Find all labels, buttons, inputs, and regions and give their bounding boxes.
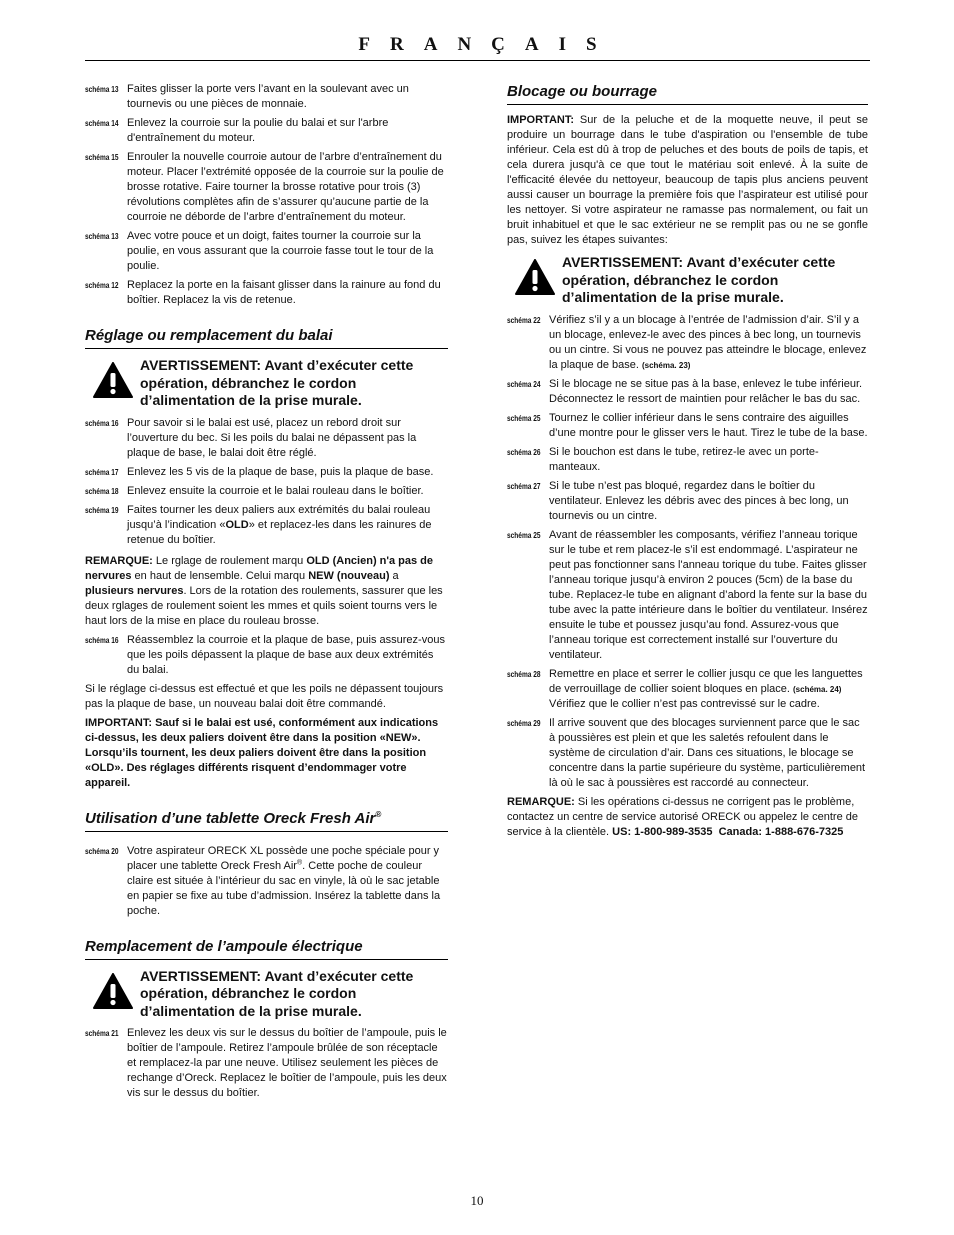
page-title: FRANÇAIS xyxy=(358,34,617,55)
step-text: Faites glisser la porte vers l’avant en la soulevant avec un tournevis ou une pièces de monnaie. xyxy=(127,83,409,110)
step-text: Faites tourner les deux paliers aux extrémités du balai rouleau jusqu’à l’indication «OLD» et replacez-les dans les rainures de retenue du boîtier. xyxy=(127,503,432,546)
warning-box xyxy=(85,357,448,410)
section-title-tablette: Utilisation d’une tablette Oreck Fresh Air® xyxy=(85,809,448,832)
page-header xyxy=(85,34,870,61)
warning-icon xyxy=(93,973,133,1009)
step-ref: schéma 24 xyxy=(507,379,541,389)
phone-us: US: 1-800-989-3535 xyxy=(612,825,713,838)
step-item xyxy=(85,844,448,919)
step-ref: schéma 25 xyxy=(507,530,541,540)
step-ref: schéma 26 xyxy=(507,447,541,457)
step-item xyxy=(85,465,448,480)
step-item xyxy=(85,116,448,146)
warning-text: AVERTISSEMENT: Avant d’exécuter cette opération, débranchez le cordon d’alimentation de la prise murale. xyxy=(140,967,414,1019)
step-ref: schéma 28 xyxy=(507,669,541,679)
warning-icon xyxy=(93,362,133,398)
step-text: Si le blocage ne se situe pas à la base, enlevez le tube inférieur. Déconnectez le ressort de maintien pour relâcher le bas du sac. xyxy=(549,377,863,405)
step-item xyxy=(507,667,868,712)
step-item xyxy=(507,411,868,441)
step-text: Si le tube n’est pas bloqué, regardez dans le boîtier du ventilateur. Enlevez les débris avec des pinces à bec long, un tournevis ou un cintre. xyxy=(549,479,849,522)
step-text: Enlevez les 5 vis de la plaque de base, puis la plaque de base. xyxy=(127,465,434,478)
step-ref: schéma 13 xyxy=(85,85,119,94)
section-title-ampoule: Remplacement de l’ampoule électrique xyxy=(85,937,448,960)
important-paragraph: IMPORTANT: Sur de la peluche et de la moquette neuve, il peut se produire un bourrage dans le tube d'aspiration ou l'ensemble de tube inférieur. Cela est dû à trop de peluches et des bouts de poils de tapis, et cela durera jusqu'à ce que tout le matériau soit enlevé. À la suite de l'efficacité élevée du nettoyeur, beaucoup de tapis plus anciens peuvent aussi causer un bourrage la première fois que l’aspirateur est utilisé pour les nettoyer. Si votre aspirateur ne ramasse pas normalement, ou fait un bruit inhabituel et que le sac extérieur ne se remplit pas ou ne se gonfle pas, suivez les étapes suivantes: xyxy=(507,114,868,246)
step-ref: schéma 16 xyxy=(85,418,119,428)
step-text: Avant de réassembler les composants, vérifiez l’anneau torique sur le tube et rem placez-le s’il est endommagé. L’aspirateur ne peut pas fonctionner sans l'anneau torique du tube. Faites glisser l’anneau torique jusqu’à environ 2 pouces (5cm) de la base du tube. Replacez-le tube en alignant d’abord la fente sur la base du tube avec la patte intérieure dans le boîtier du ventilateur. Insérez ensuite le tube et poussez jusqu’au fond. Assurez-vous que l’anneau torique est correctement installé sur l’ouverture du ventilateur. xyxy=(549,528,868,661)
note-paragraph: Si le réglage ci-dessus est effectué et que les poils ne dépassent toujours pas la plaque de base, un nouveau balai doit être commandé. xyxy=(85,682,444,710)
step-item xyxy=(85,416,448,461)
section-title-balai: Réglage ou remplacement du balai xyxy=(85,326,448,349)
step-item xyxy=(85,633,448,678)
step-ref: schéma 19 xyxy=(85,505,119,515)
step-text: Réassemblez la courroie et la plaque de base, puis assurez-vous que les poils dépassent la plaque de base aux deux extrémités du balai. xyxy=(127,633,445,676)
step-ref: schéma 29 xyxy=(507,718,541,728)
step-item xyxy=(507,445,868,475)
step-text: Pour savoir si le balai est usé, placez un rebord droit sur l’ouverture du bec. Si les poils du balai ne dépassent pas la plaque de base, le balai doit être réglé. xyxy=(127,416,417,459)
left-column xyxy=(85,82,448,1105)
warning-text: AVERTISSEMENT: Avant d’exécuter cette opération, débranchez le cordon d’alimentation de la prise murale. xyxy=(140,357,414,408)
step-item xyxy=(85,82,448,112)
step-text: Tournez le collier inférieur dans le sens contraire des aiguilles d’une montre pour le glisser vers le haut. Tirez le tube de la base. xyxy=(549,411,868,439)
step-ref: schéma 18 xyxy=(85,486,119,496)
step-text: Vérifiez s’il y a un blocage à l’entrée de l’admission d’air. S’il y a un blocage, enlevez-le avec des pinces à bec long, un tournevis ou un cintre. Si vous ne pouvez pas atteindre le blocage, enlevez la plaque de base. (schéma. 23) xyxy=(549,313,867,371)
step-text: Remettre en place et serrer le collier jusqu ce que les languettes de verrouillage de collier soient bloques en place. (schéma. 24) Vérifiez que le collier n’est pas contrevissé sur le cadre. xyxy=(549,667,863,710)
step-ref: schéma 15 xyxy=(85,153,119,162)
step-ref: schéma 13 xyxy=(85,232,119,241)
step-ref: schéma 17 xyxy=(85,467,119,477)
section-title-blocage: Blocage ou bourrage xyxy=(507,82,868,105)
step-text: Enrouler la nouvelle courroie autour de l’arbre d’entraînement du moteur. Placer l’extrémité opposée de la courroie sur la poulie de brosse rotative. Faire tourner la brosse rotative pour trois (3) révolutions complètes afin de s’assurer qu’aucune partie de la courroie ne déborde de l’arbre d’entraînement du moteur. xyxy=(127,151,444,223)
step-item xyxy=(507,313,868,373)
step-ref: schéma 25 xyxy=(507,413,541,423)
remarque-paragraph: REMARQUE: Le rglage de roulement marqu OLD (Ancien) n'a pas de nervures en haut de lensemble. Celui marqu NEW (nouveau) a plusieurs nervures. Lors de la rotation des roulements, sassurer que les deux rglages de roulement soient les mmes et quils soient tourns vers le haut lors de la mise en place du rouleau brosse. xyxy=(85,554,443,627)
step-ref: schéma 20 xyxy=(85,846,119,856)
right-column xyxy=(507,82,868,844)
step-item xyxy=(85,150,448,225)
warning-icon xyxy=(515,259,555,295)
step-item xyxy=(85,229,448,274)
important-paragraph: IMPORTANT: Sauf si le balai est usé, conformément aux indications ci-dessus, les deux paliers doivent être dans la position «NEW». Lorsqu’ils tournent, les deux paliers doivent être dans la position «OLD». Des réglages différents risquent d’endommager votre appareil. xyxy=(85,716,439,789)
step-item xyxy=(85,484,448,499)
step-item xyxy=(507,377,868,407)
step-ref: schéma 27 xyxy=(507,481,541,491)
step-text: Enlevez la courroie sur la poulie du balai et sur l'arbre d'entraînement du moteur. xyxy=(127,117,389,144)
step-item xyxy=(507,716,868,791)
step-item xyxy=(85,1026,448,1101)
step-text: Enlevez ensuite la courroie et le balai rouleau dans le boîtier. xyxy=(127,484,424,497)
steps-top xyxy=(85,82,448,308)
page-number: 10 xyxy=(470,1193,484,1208)
step-item xyxy=(85,278,448,308)
step-ref: schéma 12 xyxy=(85,281,119,290)
phone-canada: Canada: 1-888-676-7325 xyxy=(718,825,844,838)
step-ref: schéma 14 xyxy=(85,119,119,128)
step-text: Avec votre pouce et un doigt, faites tourner la courroie sur la poulie, en vous assurant que la courroie fasse tout le tour de la poulie. xyxy=(127,230,434,272)
step-item xyxy=(85,503,448,548)
step-ref: schéma 16 xyxy=(85,635,119,645)
step-item xyxy=(507,528,868,663)
step-text: Il arrive souvent que des blocages surviennent parce que le sac à poussières est plein et que les saletés refoulent dans le système de circulation d’air. Dans ces situations, le blocage se concentre dans la partie supérieure du système, particulièrement là où le sac à poussières est raccordé au connecteur. xyxy=(549,716,866,789)
step-text: Votre aspirateur ORECK XL possède une poche spéciale pour y placer une tablette Oreck Fresh Air®. Cette poche de couleur claire est située à l’intérieur du sac en vinyle, là où le sac jetable en papier se fixe au tube d’admission. Insérez la tablette dans la poche. xyxy=(127,844,441,917)
warning-box xyxy=(507,254,868,307)
remarque-paragraph: REMARQUE: Si les opérations ci-dessus ne corrigent pas le problème, contactez un centre de service autorisé ORECK ou appelez le centre de service à la clientèle. US: 1-800-989-3535 Canada: 1-888-676-7325 xyxy=(507,795,858,838)
warning-text: AVERTISSEMENT: Avant d’exécuter cette opération, débranchez le cordon d’alimentation de la prise murale. xyxy=(562,254,836,305)
step-text: Si le bouchon est dans le tube, retirez-le avec un porte-manteaux. xyxy=(549,445,819,473)
step-item xyxy=(507,479,868,524)
step-ref: schéma 21 xyxy=(85,1029,119,1038)
step-text: Enlevez les deux vis sur le dessus du boîtier de l’ampoule, puis le boîtier de l’ampoule. Retirez l’ampoule brûlée de son réceptacle et remplacez-la par une neuve. Utilisez seulement les pièces de rechange d’Oreck. Replacez le boîtier de l’ampoule, puis les deux vis sur le dessus du boîtier. xyxy=(127,1027,447,1099)
warning-box xyxy=(85,968,448,1021)
step-text: Replacez la porte en la faisant glisser dans la rainure au fond du boîtier. Replacez la vis de retenue. xyxy=(127,279,441,306)
step-ref: schéma 22 xyxy=(507,315,541,325)
